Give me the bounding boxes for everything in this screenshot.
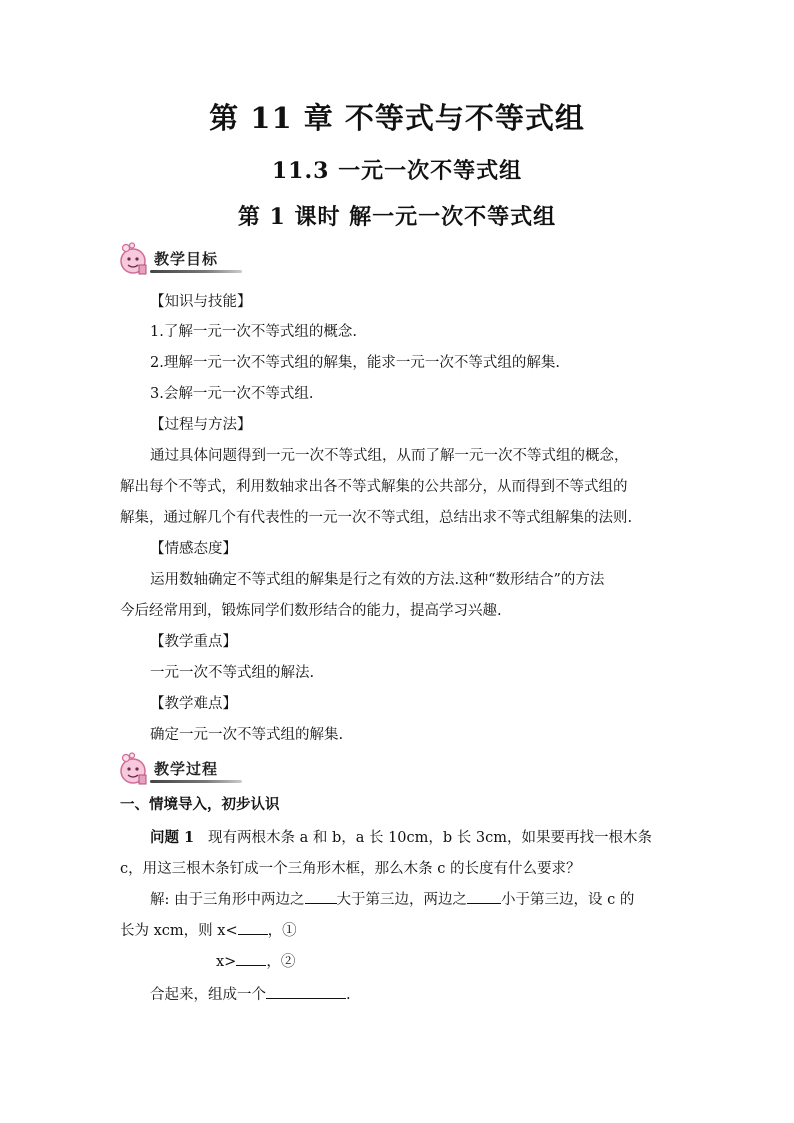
difficulty-text: 确定一元一次不等式组的解集. — [150, 727, 344, 743]
answer-blank[interactable] — [467, 889, 501, 904]
solution-text: 合起来，组成一个 — [150, 987, 266, 1003]
knowledge-item-2: 2.理解一元一次不等式组的解集，能求一元一次不等式组的解集. — [150, 355, 560, 371]
question-1-label: 问题 1 — [150, 829, 195, 846]
question-1-line-2: c，用这三根木条钉成一个三角形木框，那么木条 c 的长度有什么要求？ — [120, 861, 581, 877]
attitude-line-1: 运用数轴确定不等式组的解集是行之有效的方法.这种“数形结合”的方法 — [150, 572, 605, 588]
solution-text: . — [346, 987, 351, 1003]
method-line-1: 通过具体问题得到一元一次不等式组，从而了解一元一次不等式组的概念， — [150, 448, 629, 464]
mascot-icon — [118, 242, 148, 276]
process-banner — [116, 752, 246, 788]
banner-underline — [150, 270, 242, 273]
solution-line-3 — [216, 950, 295, 971]
knowledge-heading: 【知识与技能】 — [150, 294, 252, 310]
attitude-line-2: 今后经常用到，锻炼同学们数形结合的能力，提高学习兴趣. — [120, 603, 502, 619]
solution-text: 大于第三边，两边之 — [336, 892, 467, 908]
solution-text: x> — [216, 954, 237, 970]
question-1-line-1 — [150, 826, 652, 847]
question-1-text: 现有两根木条 a 和 b，a 长 10cm，b 长 3cm，如果要再找一根木条 — [207, 830, 653, 846]
mascot-icon — [118, 752, 148, 786]
objectives-banner — [116, 242, 246, 278]
solution-line-1 — [150, 888, 634, 909]
lesson-title: 第 1 课时 解一元一次不等式组 — [237, 204, 557, 230]
solution-text: ，① — [267, 923, 297, 939]
method-line-2: 解出每个不等式，利用数轴求出各不等式解集的公共部分，从而得到不等式组的 — [120, 479, 628, 495]
method-heading: 【过程与方法】 — [150, 417, 252, 433]
section-1-heading: 一、情境导入，初步认识 — [120, 796, 280, 813]
answer-blank[interactable] — [266, 984, 346, 999]
banner-label: 教学过程 — [154, 760, 219, 778]
attitude-heading: 【情感态度】 — [150, 541, 237, 557]
solution-text: 长为 xcm，则 x< — [120, 923, 238, 939]
section-title: 11.3 一元一次不等式组 — [271, 158, 523, 184]
answer-blank[interactable] — [236, 951, 266, 966]
solution-line-4 — [150, 983, 351, 1004]
banner-underline — [150, 780, 242, 783]
method-line-3: 解集，通过解几个有代表性的一元一次不等式组，总结出求不等式组解集的法则. — [120, 510, 633, 526]
difficulty-heading: 【教学难点】 — [150, 696, 237, 712]
answer-blank[interactable] — [238, 920, 268, 935]
solution-text: 小于第三边，设 c 的 — [501, 892, 635, 908]
banner-label: 教学目标 — [154, 250, 219, 268]
chapter-title: 第 11 章 不等式与不等式组 — [209, 101, 585, 135]
answer-blank[interactable] — [305, 889, 337, 904]
focus-heading: 【教学重点】 — [150, 634, 237, 650]
solution-text: ，② — [266, 954, 296, 970]
solution-line-2 — [120, 919, 297, 940]
focus-text: 一元一次不等式组的解法. — [150, 665, 315, 681]
knowledge-item-3: 3.会解一元一次不等式组. — [150, 386, 314, 402]
knowledge-item-1: 1.了解一元一次不等式组的概念. — [150, 324, 357, 340]
solution-text: 解: 由于三角形中两边之 — [150, 892, 305, 908]
